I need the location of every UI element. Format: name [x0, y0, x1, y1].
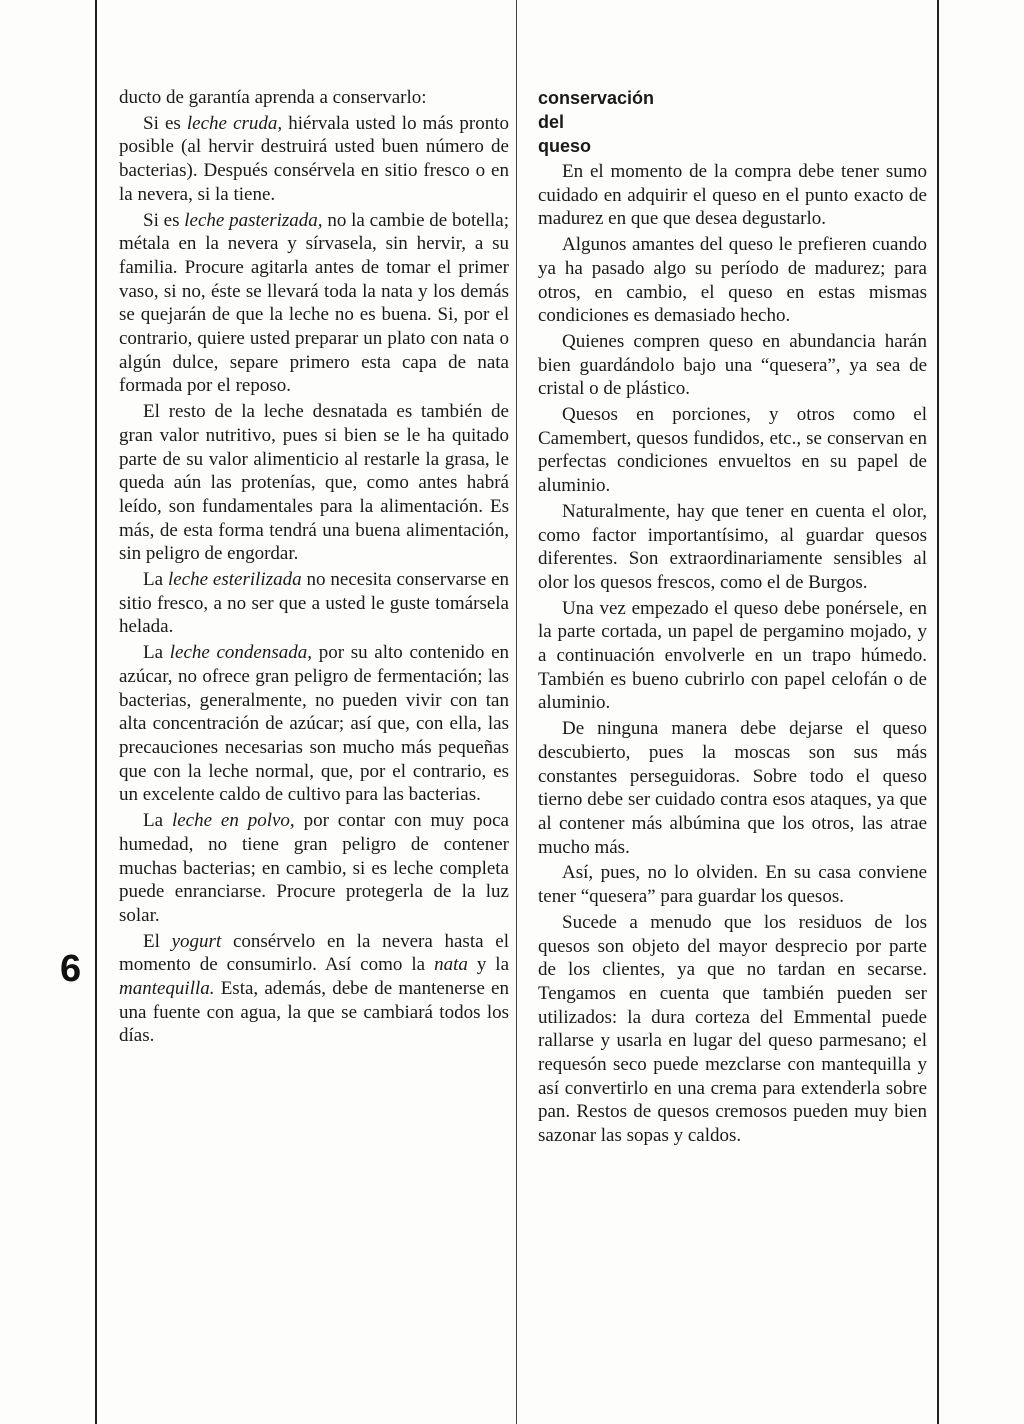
paragraph: Quienes compren queso en abundancia harán bien guardándolo bajo una “quesera”, ya sea de cristal o de plástico. [538, 330, 927, 400]
paragraph: Algunos amantes del queso le prefieren cuando ya ha pasado algo su período de madurez; para otros, en cambio, el queso en estas mismas condiciones es demasiado hecho. [538, 234, 927, 327]
paragraph: Una vez empezado el queso debe ponérsele, en la parte cortada, un papel de pergamino mojado, y a continuación envolverle en un trapo húmedo. También es bueno cubrirlo con papel celofán o de aluminio. [538, 597, 927, 714]
paragraph: ducto de garantía aprenda a conservarlo: [119, 87, 427, 108]
paragraph: El yogurt consérvelo en la nevera hasta el momento de consumirlo. Así como la nata y la mantequilla. Esta, además, debe de mantenerse en una fuente con agua, la que se cambiará todos los días. [119, 930, 510, 1047]
paragraph: En el momento de la compra debe tener sumo cuidado en adquirir el queso en el punto exacto de madurez en que que desea degustarlo. [538, 161, 927, 230]
paragraph: Naturalmente, hay que tener en cuenta el olor, como factor importantísimo, al guardar quesos diferentes. Son extraordinariamente sensibles al olor los quesos frescos, como el de Burgos. [538, 500, 927, 593]
section-heading: conservación del queso [538, 88, 655, 156]
paragraph: Si es leche cruda, hiérvala usted lo más pronto posible (al hervir destruirá usted buen número de bacterias). Después consérvela en sitio fresco o en la nevera, si la tiene. [119, 112, 509, 205]
paragraph: La leche condensada, por su alto contenido en azúcar, no ofrece gran peligro de fermentación; las bacterias, generalmente, no pueden vivir con tan alta concentración de azúcar; así que, con ella, las precauciones necesarias son mucho más pequeñas que con la leche normal, que, por el contrario, es un excelente caldo de cultivo para las bacterias. [119, 642, 509, 806]
paragraph: Sucede a menudo que los residuos de los quesos son objeto del mayor desprecio por parte de los clientes, ya que no tardan en secarse. Tengamos en cuenta que también pueden ser utilizados: la dura corteza del Emmental puede rallarse y usarla en lugar del queso parmesano; el requesón seco puede mezclarse con mantequilla y así convertirlo en una crema para extenderla sobre pan. Restos de quesos cremosos pueden muy bien sazonar las sopas y caldos. [538, 911, 927, 1147]
paragraph: Si es leche pasterizada, no la cambie de botella; métala en la nevera y sírvasela, sin hervir, a su familia. Procure agitarla antes de tomar el primer vaso, si no, éste se llevará toda la nata y los demás se quejarán de que la leche no es buena. Si, por el contrario, quiere usted preparar un plato con nata o algún dulce, separe primero esta capa de nata formada por el reposo. [119, 209, 509, 397]
right-column [538, 86, 927, 1148]
page-number: 6 [60, 948, 82, 990]
column-divider [516, 0, 517, 1424]
paragraph: Quesos en porciones, y otros como el Camembert, quesos fundidos, etc., se conservan en perfectas condiciones envueltos en su papel de aluminio. [538, 404, 927, 497]
paragraph: La leche esterilizada no necesita conservarse en sitio fresco, a no ser que a usted le guste tomársela helada. [119, 569, 510, 638]
paragraph: El resto de la leche desnatada es también de gran valor nutritivo, pues si bien se le ha quitado parte de su valor alimenticio al restarle la grasa, le queda aún las protenías, que, como antes habrá leído, son fundamentales para la alimentación. Es más, de esta forma tendrá una buena alimentación, sin peligro de engordar. [119, 401, 509, 565]
left-margin-rule [95, 0, 97, 1424]
left-column [119, 86, 509, 1048]
paragraph: Así, pues, no lo olviden. En su casa conviene tener “quesera” para guardar los quesos. [538, 862, 927, 908]
paragraph: La leche en polvo, por contar con muy poca humedad, no tiene gran peligro de contener muchas bacterias; en cambio, si es leche completa puede enranciarse. Procure protegerla de la luz solar. [119, 810, 509, 926]
right-margin-rule [937, 0, 939, 1424]
paragraph: De ninguna manera debe dejarse el queso descubierto, pues la moscas son sus más constantes perseguidoras. Sobre todo el queso tierno debe ser cuidado contra esos ataques, ya que al contener más albúmina que los otros, las atrae mucho más. [538, 718, 927, 858]
